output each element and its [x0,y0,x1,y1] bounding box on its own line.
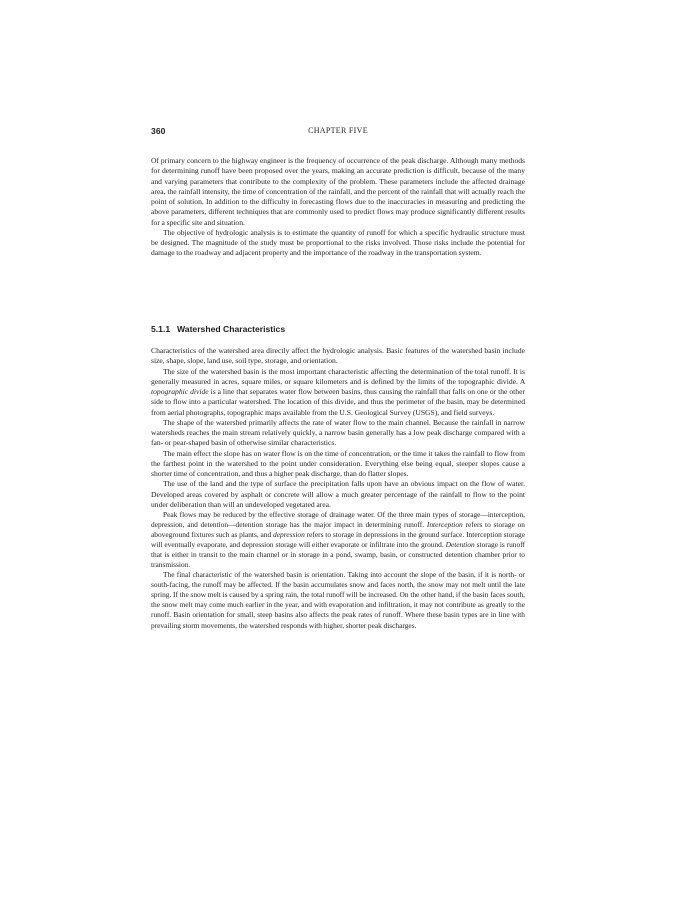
term-topographic-divide: topographic divide [151,387,209,396]
paragraph [151,367,525,418]
paragraph [151,510,525,570]
section-number: 5.1.1 [151,324,171,334]
term-detention: Detention [445,540,475,550]
paragraph: The final characteristic of the watershed basin is orientation. Taking into account the slope of the basin, if it is north- or south-facing, the runoff may be affected. If the basin accumulates snow and faces north, the snow may not melt until the late spring. If the snow melt is caused by a spring rain, the total runoff will be increased. On the other hand, if the basin faces south, the snow melt may come much earlier in the year, and with evaporation and infiltration, it may not contribute as greatly to the runoff. Basin orientation for small, steep basins also affects the peak rates of runoff. Where these basin types are in line with prevailing storm movements, the watershed responds with higher, shorter peak discharges. [151,570,525,630]
paragraph: The objective of hydrologic analysis is to estimate the quantity of runoff for which a specific hydraulic structure must be designed. The magnitude of the study must be proportional to the risks involved. Those risks include the potential for damage to the roadway and adjacent property and the importance of the roadway in the transportation system. [151,227,525,258]
text-run: Peak flows may be reduced by the effective storage of drainage water. Of the three main types of storage—interception, depression, and detention—detention storage has the major impact in determining runoff. [151,510,525,530]
paragraph: The shape of the watershed primarily affects the rate of water flow to the main channel. Because the rainfall in narrow watersheds reaches the main stream relatively quickly, a narrow basin generally has a low peak discharge compared with a fan- or pear-shaped basin of otherwise similar characteristics. [151,417,525,448]
section-heading [151,324,525,334]
text-run: The size of the watershed basin is the most important characteristic affecting the determination of the total runoff. It is generally measured in acres, square miles, or square kilometers and is defined by the limits of the topographic divide. A [151,366,525,386]
paragraph: The main effect the slope has on water flow is on the time of concentration, or the time it takes the rainfall to flow from the farthest point in the watershed to the point under consideration. Everything else being equal, steeper slopes cause a shorter time of concentration, and thus a higher peak discharge, than do flatter slopes. [151,448,525,478]
paragraph: Of primary concern to the highway engineer is the frequency of occurrence of the peak discharge. Although many methods for determining runoff have been proposed over the years, making an accurate prediction is difficult, because of the many and varying parameters that contribute to the complexity of the problem. These parameters include the affected drainage area, the rainfall intensity, the time of concentration of the rainfall, and the percent of the rainfall that will actually reach the point of solution. In addition to the difficulty in forecasting flows due to the inaccuracies in measuring and predicting the above parameters, different techniques that are commonly used to predict flows may produce significantly different results for a specific site and situation. [151,156,525,227]
section-text [151,346,525,631]
term-interception: Interception [426,520,463,530]
chapter-title: CHAPTER FIVE [308,126,368,135]
text-run: refers to storage on aboveground fixtures such as plants, and [151,520,526,540]
intro-text [151,156,525,259]
section-title: Watershed Characteristics [177,324,286,334]
dense-text [151,510,525,631]
text-run: storage is runoff that is either in transit to the main channel or in storage in a pond, swamp, basin, or constructed detention chamber prior to transmission. [151,540,525,570]
page-number: 360 [151,126,166,136]
term-depression: depression [273,530,305,540]
text-run: is a line that separates water flow between basins, thus causing the rainfall that falls on one or the other side to flow into a particular watershed. The location of this divide, and thus the perimeter of the basin, may be determined from aerial photographs, topographic maps available from the U.S. Geological Survey (USGS), and field surveys. [151,387,525,417]
running-header [151,126,525,140]
text-run: refers to storage in depressions in the ground surface. Interception storage will eventually evaporate, and depression storage will either evaporate or infiltrate into the ground. [151,530,526,550]
paragraph: The use of the land and the type of surface the precipitation falls upon have an obvious impact on the flow of water. Developed areas covered by asphalt or concrete will allow a much greater percentage of the rainfall to flow to the point under deliberation than will an undeveloped vegetated area. [151,479,525,509]
paragraph: Characteristics of the watershed area directly affect the hydrologic analysis. Basic features of the watershed basin include size, shape, slope, land use, soil type, storage, and orientation. [151,346,525,366]
